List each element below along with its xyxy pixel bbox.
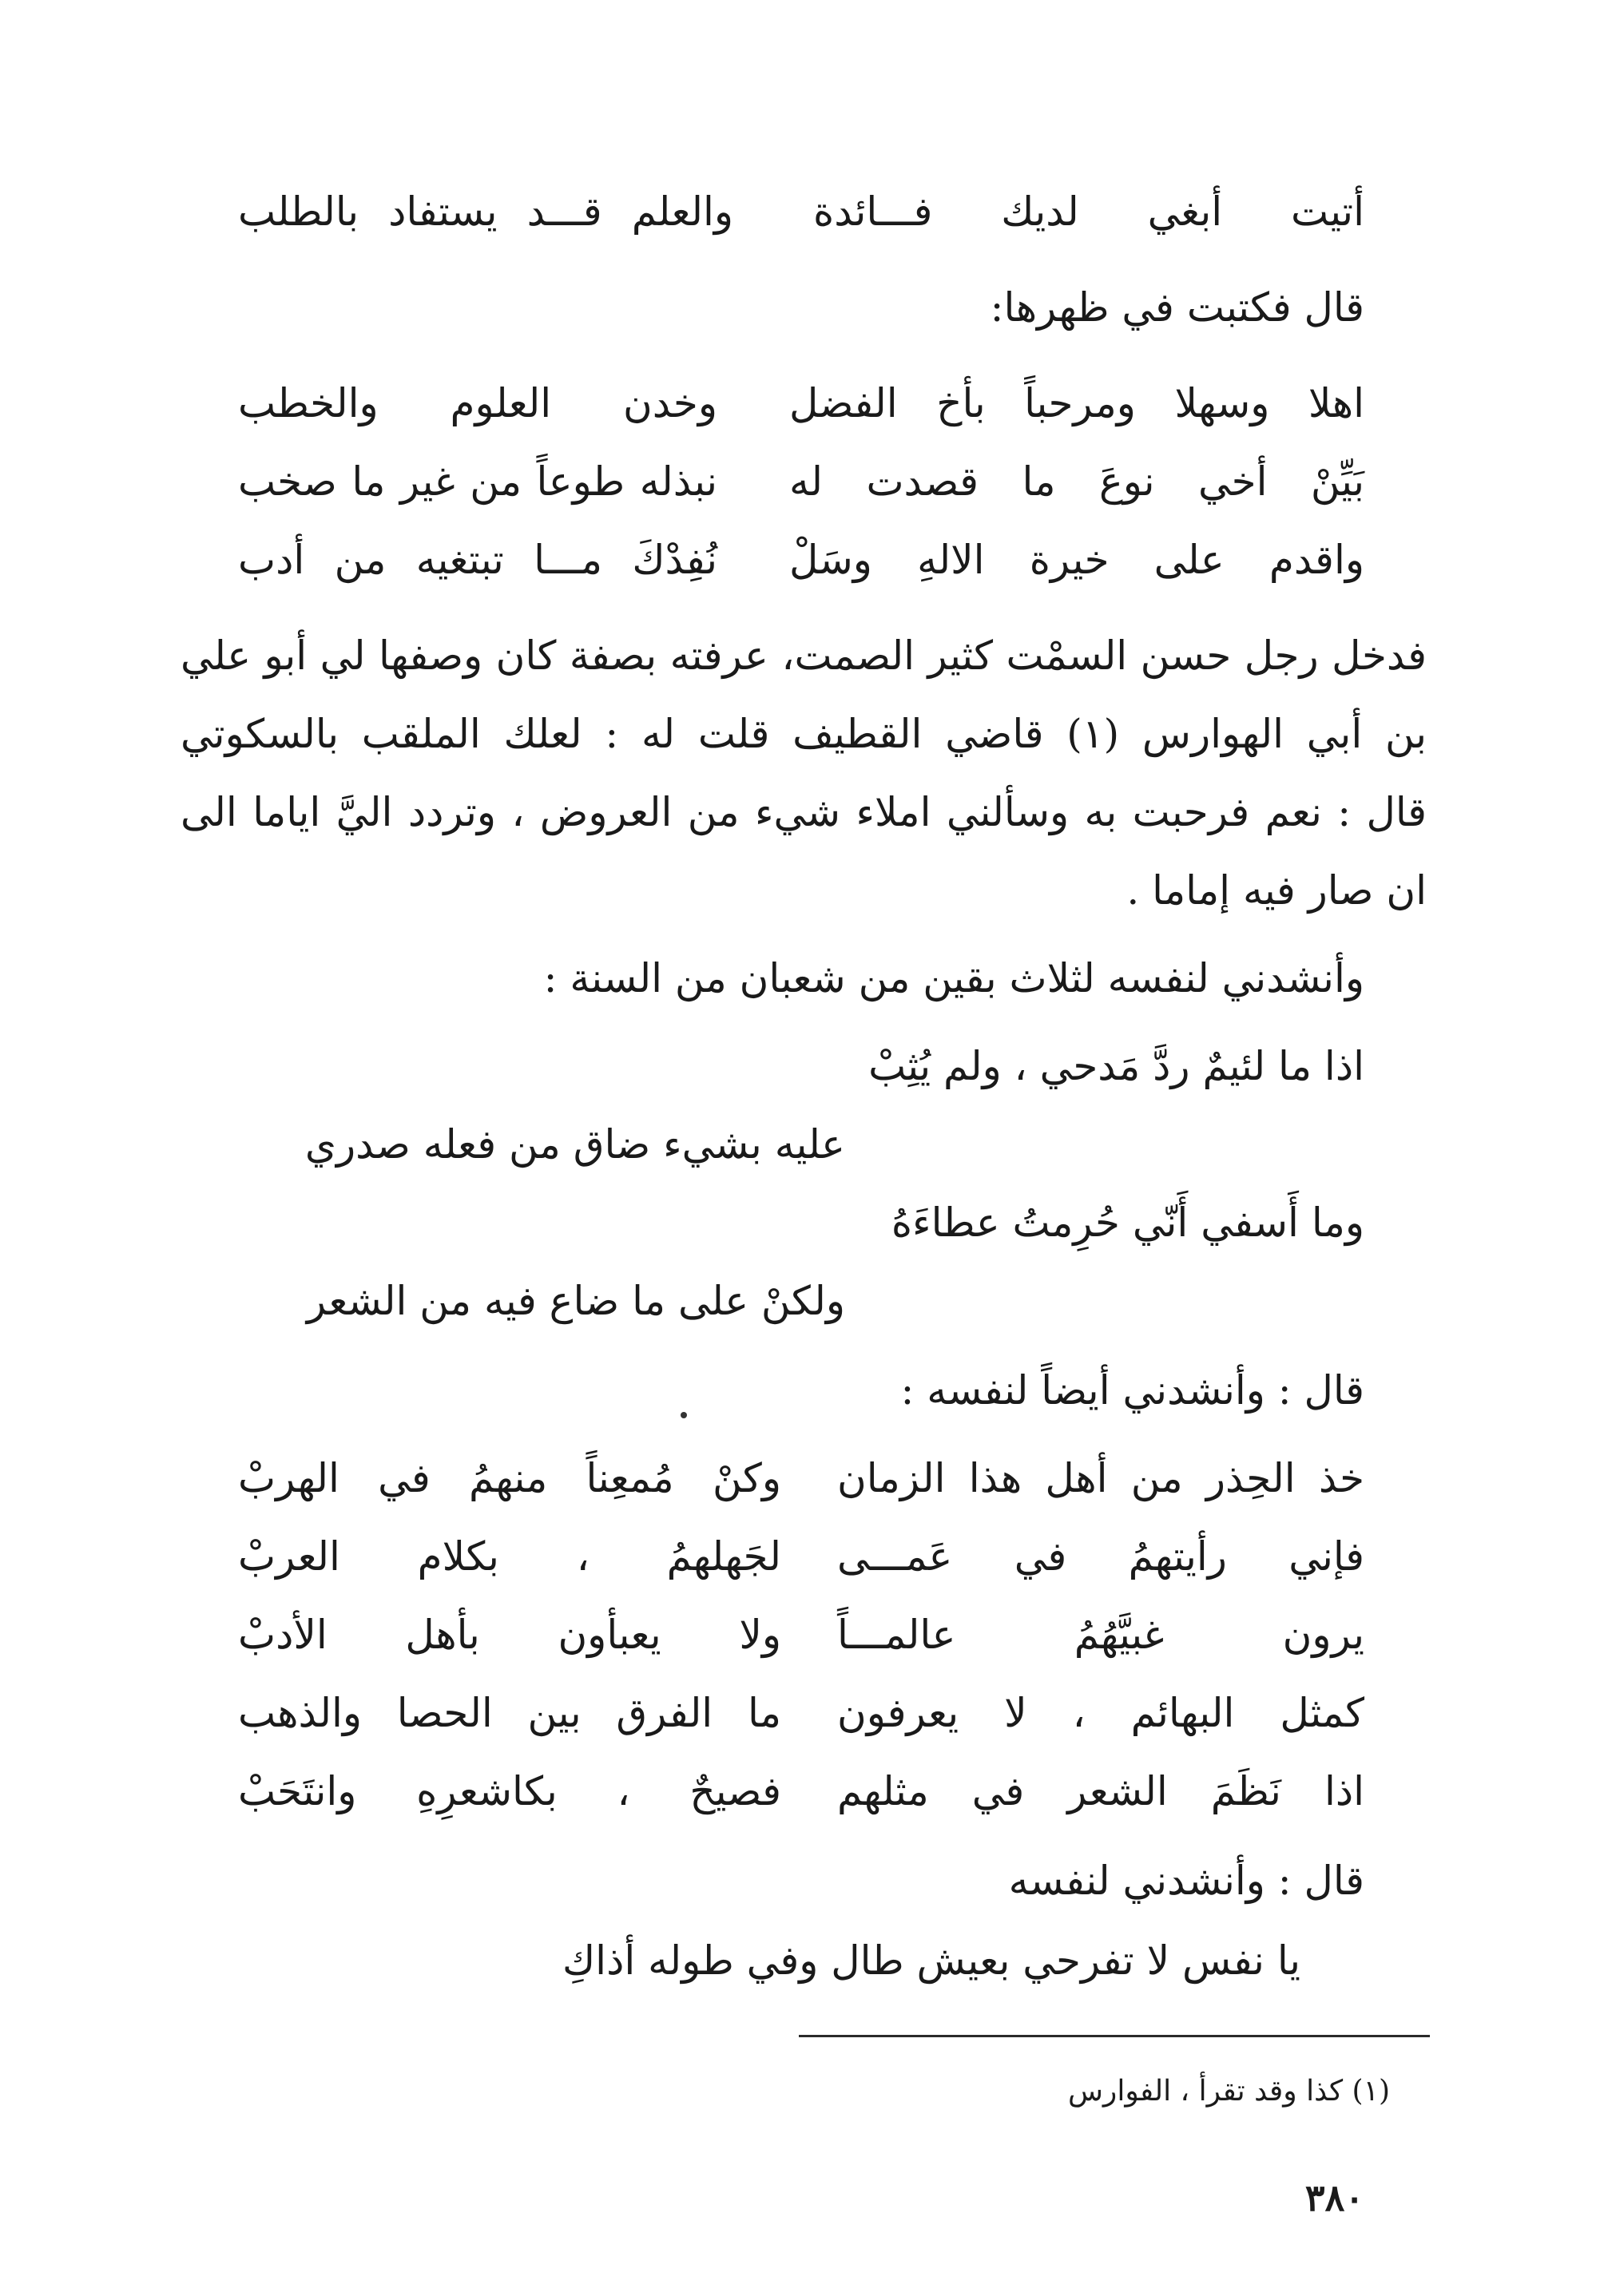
- poem4-verse-3: [238, 1612, 1364, 1658]
- prose-line: قال : وأنشدني أيضاً لنفسه :: [900, 1367, 1364, 1414]
- poem4-verse-5: [238, 1768, 1364, 1814]
- poem4-verse-4: [238, 1690, 1364, 1736]
- verse-left-hemistich: وخدن العلوم والخطب: [238, 380, 717, 426]
- footnote: (١) كذا وقد تقرأ ، الفوارس: [1067, 2075, 1390, 2108]
- verse-right-hemistich: فإني رأيتهمُ في عَمـــى: [837, 1533, 1364, 1580]
- poem4-verse-1: [238, 1455, 1364, 1501]
- verse-left-hemistich: نُفِدْكَ مـــا تبتغيه من أدب: [238, 537, 717, 583]
- verse-right-hemistich: أتيت أبغي لديك فـــائدة: [813, 188, 1364, 235]
- verse-right-hemistich: يرون غبيَّهُمُ عالمـــاً: [837, 1612, 1364, 1658]
- verse-line: وما أَسفي أَنّي حُرِمتُ عطاءَهُ: [891, 1200, 1364, 1246]
- verse-line: ولكنْ على ما ضاع فيه من الشعر: [306, 1278, 845, 1324]
- prose-line: فدخل رجل حسن السمْت كثير الصمت، عرفته بصفة كان وصفها لي أبو علي: [181, 632, 1427, 679]
- verse-right-hemistich: واقدم على خيرة الالهِ وسَلْ: [789, 537, 1364, 583]
- verse-right-hemistich: كمثل البهائم ، لا يعرفون: [837, 1690, 1364, 1736]
- verse-line: اذا ما لئيمٌ ردَّ مَدحي ، ولم يُثِبْ: [868, 1043, 1364, 1089]
- prose-line: قال : وأنشدني لنفسه: [1008, 1858, 1364, 1904]
- poem2-verse-1: [238, 380, 1364, 426]
- verse-right-hemistich: اهلا وسهلا ومرحباً بأخ الفضل: [789, 380, 1364, 426]
- prose-line: ان صار فيه إماما .: [1126, 867, 1427, 914]
- verse-right-hemistich: خذ الحِذر من أهل هذا الزمان: [837, 1455, 1364, 1501]
- poem2-verse-2: [238, 458, 1364, 505]
- verse-left-hemistich: لجَهلهمُ ، بكلام العربْ: [238, 1533, 781, 1580]
- verse-left-hemistich: نبذله طوعاً من غير ما صخب: [238, 458, 717, 505]
- verse-line: يا نفس لا تفرحي بعيش طال وفي طوله أذاكِ: [562, 1937, 1300, 1984]
- verse-right-hemistich: بَيِّنْ أخي نوعَ ما قصدت له: [789, 458, 1364, 505]
- prose-line: وأنشدني لنفسه لثلاث بقين من شعبان من السنة :: [543, 955, 1364, 1001]
- prose-line: قال : نعم فرحبت به وسألني املاء شيء من العروض ، وتردد اليَّ اياما الى: [181, 789, 1427, 835]
- verse-left-hemistich: والعلم قـــد يستفاد بالطلب: [238, 188, 733, 235]
- poem1-verse-1: [238, 188, 1364, 235]
- verse-line: عليه بشيء ضاق من فعله صدري: [304, 1121, 845, 1168]
- poem2-verse-3: [238, 537, 1364, 583]
- verse-left-hemistich: وكنْ مُمعِناً منهمُ في الهربْ: [238, 1455, 781, 1501]
- verse-left-hemistich: فصيحٌ ، بكاشعرِهِ وانتَحَبْ: [238, 1768, 781, 1814]
- prose-line: بن أبي الهوارس (١) قاضي القطيف قلت له : لعلك الملقب بالسكوتي: [181, 711, 1427, 757]
- page-number: ٣٨٠: [1304, 2176, 1364, 2219]
- prose-line: قال فكتبت في ظهرها:: [990, 284, 1364, 331]
- verse-left-hemistich: ولا يعبأون بأهل الأدبْ: [238, 1612, 781, 1658]
- footnote-divider: [799, 2035, 1430, 2037]
- verse-left-hemistich: ما الفرق بين الحصا والذهب: [238, 1690, 781, 1736]
- scan-speck: [681, 1412, 687, 1418]
- verse-right-hemistich: اذا نَظَمَ الشعر في مثلهم: [837, 1768, 1364, 1814]
- poem4-verse-2: [238, 1533, 1364, 1580]
